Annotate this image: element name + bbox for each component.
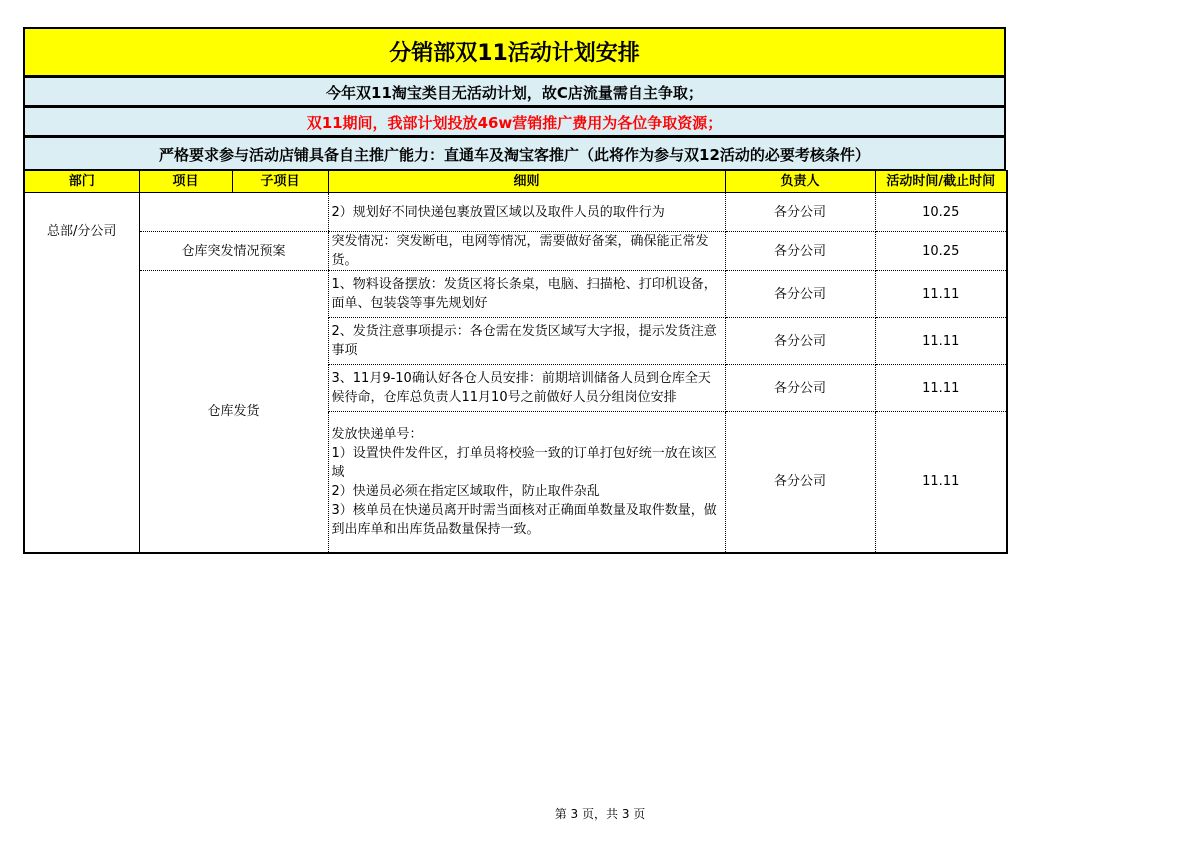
header-owner: 负责人: [725, 171, 875, 193]
detail-cell: 2）规划好不同快递包裹放置区域以及取件人员的取件行为: [328, 193, 725, 232]
detail-line: 2）快递员必须在指定区域取件，防止取件杂乱: [331, 483, 600, 499]
owner-cell: 各分公司: [725, 271, 875, 318]
item-cell: 仓库发货: [139, 271, 328, 553]
time-cell: 11.11: [875, 365, 1007, 412]
header-detail: 细则: [328, 171, 725, 193]
detail-cell: 3、11月9-10确认好各仓人员安排：前期培训储备人员到仓库全天候待命，仓库总负责人11月10号之前做好人员分组岗位安排: [328, 365, 725, 412]
table-row: [24, 271, 1007, 318]
time-cell: 10.25: [875, 232, 1007, 271]
spreadsheet-page: [23, 27, 1006, 554]
detail-cell: 2、发货注意事项提示：各仓需在发货区域写大字报，提示发货注意事项: [328, 318, 725, 365]
header-subitem: 子项目: [232, 171, 328, 193]
subtitle-budget: 双11期间，我部计划投放46w营销推广费用为各位争取资源；: [23, 106, 1006, 136]
header-row: [24, 171, 1007, 193]
detail-line: 发放快递单号：: [331, 426, 423, 442]
time-cell: 11.11: [875, 412, 1007, 553]
plan-table: [23, 170, 1008, 554]
header-dept: 部门: [24, 171, 139, 193]
detail-line: 3）核单员在快递员离开时需当面核对正确面单数量及取件数量，做到出库单和出库货品数量保持一致。: [331, 502, 717, 537]
time-cell: 11.11: [875, 318, 1007, 365]
dept-cell-empty: [24, 271, 139, 553]
time-cell: 11.11: [875, 271, 1007, 318]
sheet-title: 分销部双11活动计划安排: [23, 27, 1006, 76]
dept-cell: 总部/分公司: [24, 193, 139, 271]
detail-cell: [328, 412, 725, 553]
owner-cell: 各分公司: [725, 193, 875, 232]
owner-cell: 各分公司: [725, 412, 875, 553]
detail-cell: 突发情况：突发断电，电网等情况，需要做好备案，确保能正常发货。: [328, 232, 725, 271]
item-cell: [139, 193, 328, 232]
table-row: [24, 232, 1007, 271]
subtitle-requirement: 严格要求参与活动店铺具备自主推广能力：直通车及淘宝客推广（此将作为参与双12活动的必要考核条件）: [23, 136, 1006, 170]
subtitle-traffic: 今年双11淘宝类目无活动计划，故C店流量需自主争取；: [23, 76, 1006, 106]
table-row: [24, 193, 1007, 232]
owner-cell: 各分公司: [725, 318, 875, 365]
time-cell: 10.25: [875, 193, 1007, 232]
header-time: 活动时间/截止时间: [875, 171, 1007, 193]
header-item: 项目: [139, 171, 232, 193]
item-cell: 仓库突发情况预案: [139, 232, 328, 271]
detail-line: 1）设置快件发件区，打单员将校验一致的订单打包好统一放在该区域: [331, 445, 717, 480]
owner-cell: 各分公司: [725, 232, 875, 271]
detail-cell: 1、物料设备摆放：发货区将长条桌，电脑、扫描枪、打印机设备，面单、包装袋等事先规划好: [328, 271, 725, 318]
owner-cell: 各分公司: [725, 365, 875, 412]
page-footer: 第 3 页，共 3 页: [554, 807, 646, 821]
